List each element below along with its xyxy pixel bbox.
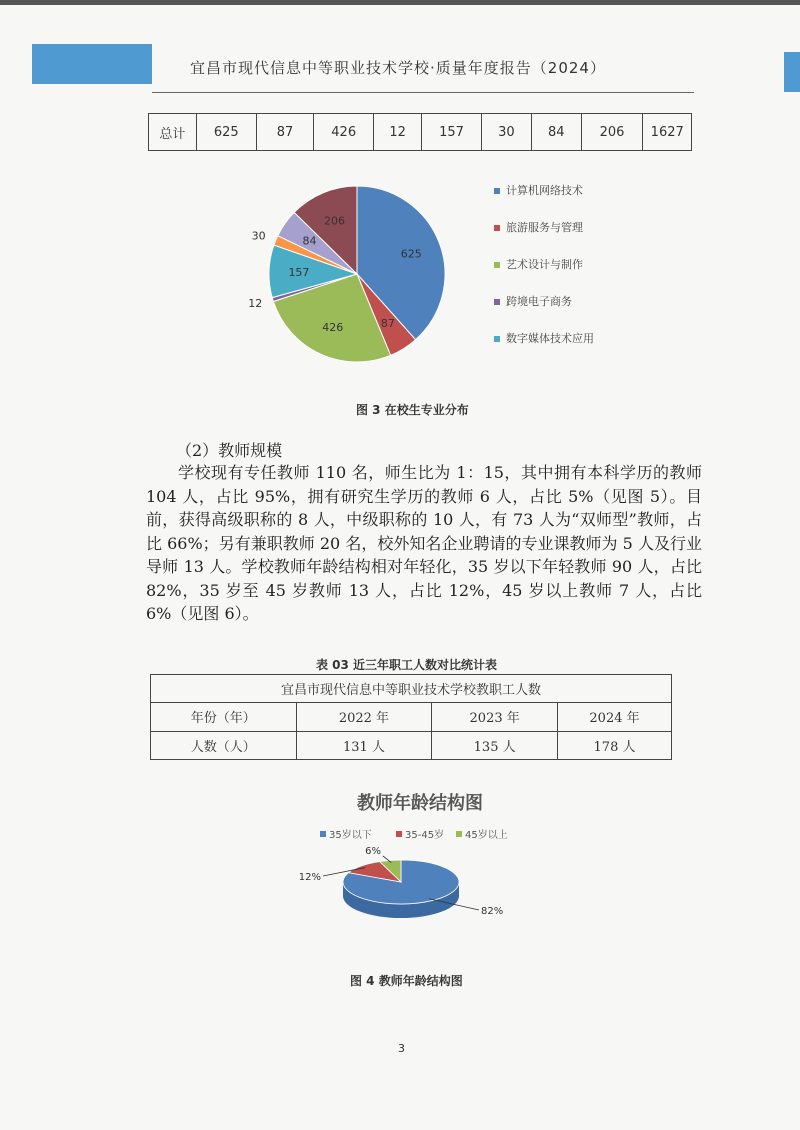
- pie-data-label: 206: [324, 214, 346, 228]
- major-distribution-pie-chart: [222, 152, 622, 392]
- table-row: [151, 731, 672, 759]
- legend-swatch: [494, 299, 500, 305]
- pie-data-label: 12%: [298, 872, 321, 883]
- pie-data-label: 87: [380, 317, 395, 331]
- figure-4-caption: 图 4 教师年龄结构图: [350, 974, 463, 988]
- legend-swatch: [494, 188, 500, 194]
- table-cell: 178 人: [558, 731, 672, 759]
- table-cell: 625: [196, 114, 256, 151]
- table-cell: 2023 年: [432, 703, 558, 731]
- totals-table: [148, 113, 692, 151]
- table-cell: 30: [481, 114, 531, 151]
- table-cell: 87: [256, 114, 314, 151]
- table-cell: 2024 年: [558, 703, 672, 731]
- legend-swatch: [320, 831, 326, 837]
- legend-swatch: [456, 831, 462, 837]
- page-number: 3: [398, 1042, 405, 1055]
- legend-swatch: [396, 831, 402, 837]
- section-heading: （2）教师规模: [176, 441, 283, 460]
- table-cell: 1627: [643, 114, 692, 151]
- side-tab-decoration: [784, 52, 800, 92]
- table-title-cell: 宜昌市现代信息中等职业技术学校教职工人数: [151, 675, 672, 703]
- table-cell: 135 人: [432, 731, 558, 759]
- table-cell: 206: [581, 114, 643, 151]
- table-cell: 人数（人）: [151, 731, 297, 759]
- pie-data-label: 426: [322, 320, 344, 334]
- table-cell: 12: [374, 114, 422, 151]
- pie-data-label: 6%: [365, 846, 381, 857]
- legend-label: 35岁以下: [329, 830, 372, 841]
- table-cell: 426: [314, 114, 374, 151]
- table-row: [151, 675, 672, 703]
- legend-label: 数字媒体技术应用: [506, 332, 594, 345]
- table-cell: 总计: [149, 114, 197, 151]
- legend-label: 艺术设计与制作: [506, 258, 583, 271]
- table-cell: 2022 年: [296, 703, 432, 731]
- table-row: [149, 114, 692, 151]
- pie-data-label: 82%: [481, 906, 504, 917]
- table-cell: 131 人: [296, 731, 432, 759]
- staff-count-table: [150, 674, 672, 760]
- legend-label: 计算机网络技术: [506, 184, 583, 197]
- pie-data-label: 12: [248, 297, 263, 311]
- table-cell: 84: [531, 114, 581, 151]
- table-cell: 157: [422, 114, 482, 151]
- scan-top-edge: [0, 0, 800, 5]
- teacher-age-pie: [280, 785, 560, 945]
- legend-label: 旅游服务与管理: [506, 221, 583, 234]
- header-color-block: [32, 44, 152, 84]
- pie-data-label: 625: [400, 247, 422, 261]
- table-row: [151, 703, 672, 731]
- table-cell: 年份（年）: [151, 703, 297, 731]
- legend-label: 35-45岁: [405, 830, 445, 841]
- legend-swatch: [494, 225, 500, 231]
- table-03-caption: 表 03 近三年职工人数对比统计表: [316, 658, 498, 672]
- legend-label: 45岁以上: [465, 830, 508, 841]
- pie-data-label: 84: [302, 234, 317, 248]
- header-rule: [152, 92, 694, 93]
- teacher-age-chart: [280, 785, 560, 945]
- pie-data-label: 30: [251, 229, 266, 243]
- legend-label: 跨境电子商务: [506, 295, 572, 308]
- body-paragraph: 学校现有专任教师 110 名，师生比为 1：15，其中拥有本科学历的教师 104 人，占比 95%，拥有研究生学历的教师 6 人，占比 5%（见图 5）。目前，获得高级职称的 8 人，中级职称的 10 人，有 73 人为“双师型”教师，占比 66%；另有兼职教师 20 名，校外知名企业聘请的专业课教师为 5 人及行业导师 13 人。学校教师年龄结构相对年轻化，35 岁以下年轻教师 90 人，占比 82%，35 岁至 45 岁教师 13 人，占比 12%，45 岁以上教师 7 人，占比 6%（见图 6）。: [146, 463, 702, 623]
- header-title: 宜昌市现代信息中等职业技术学校·质量年度报告（2024）: [190, 59, 606, 77]
- pie-data-label: 157: [288, 266, 310, 280]
- legend-swatch: [494, 262, 500, 268]
- chart-title: 教师年龄结构图: [357, 793, 483, 814]
- figure-3-caption: 图 3 在校生专业分布: [356, 403, 469, 417]
- legend-swatch: [494, 336, 500, 342]
